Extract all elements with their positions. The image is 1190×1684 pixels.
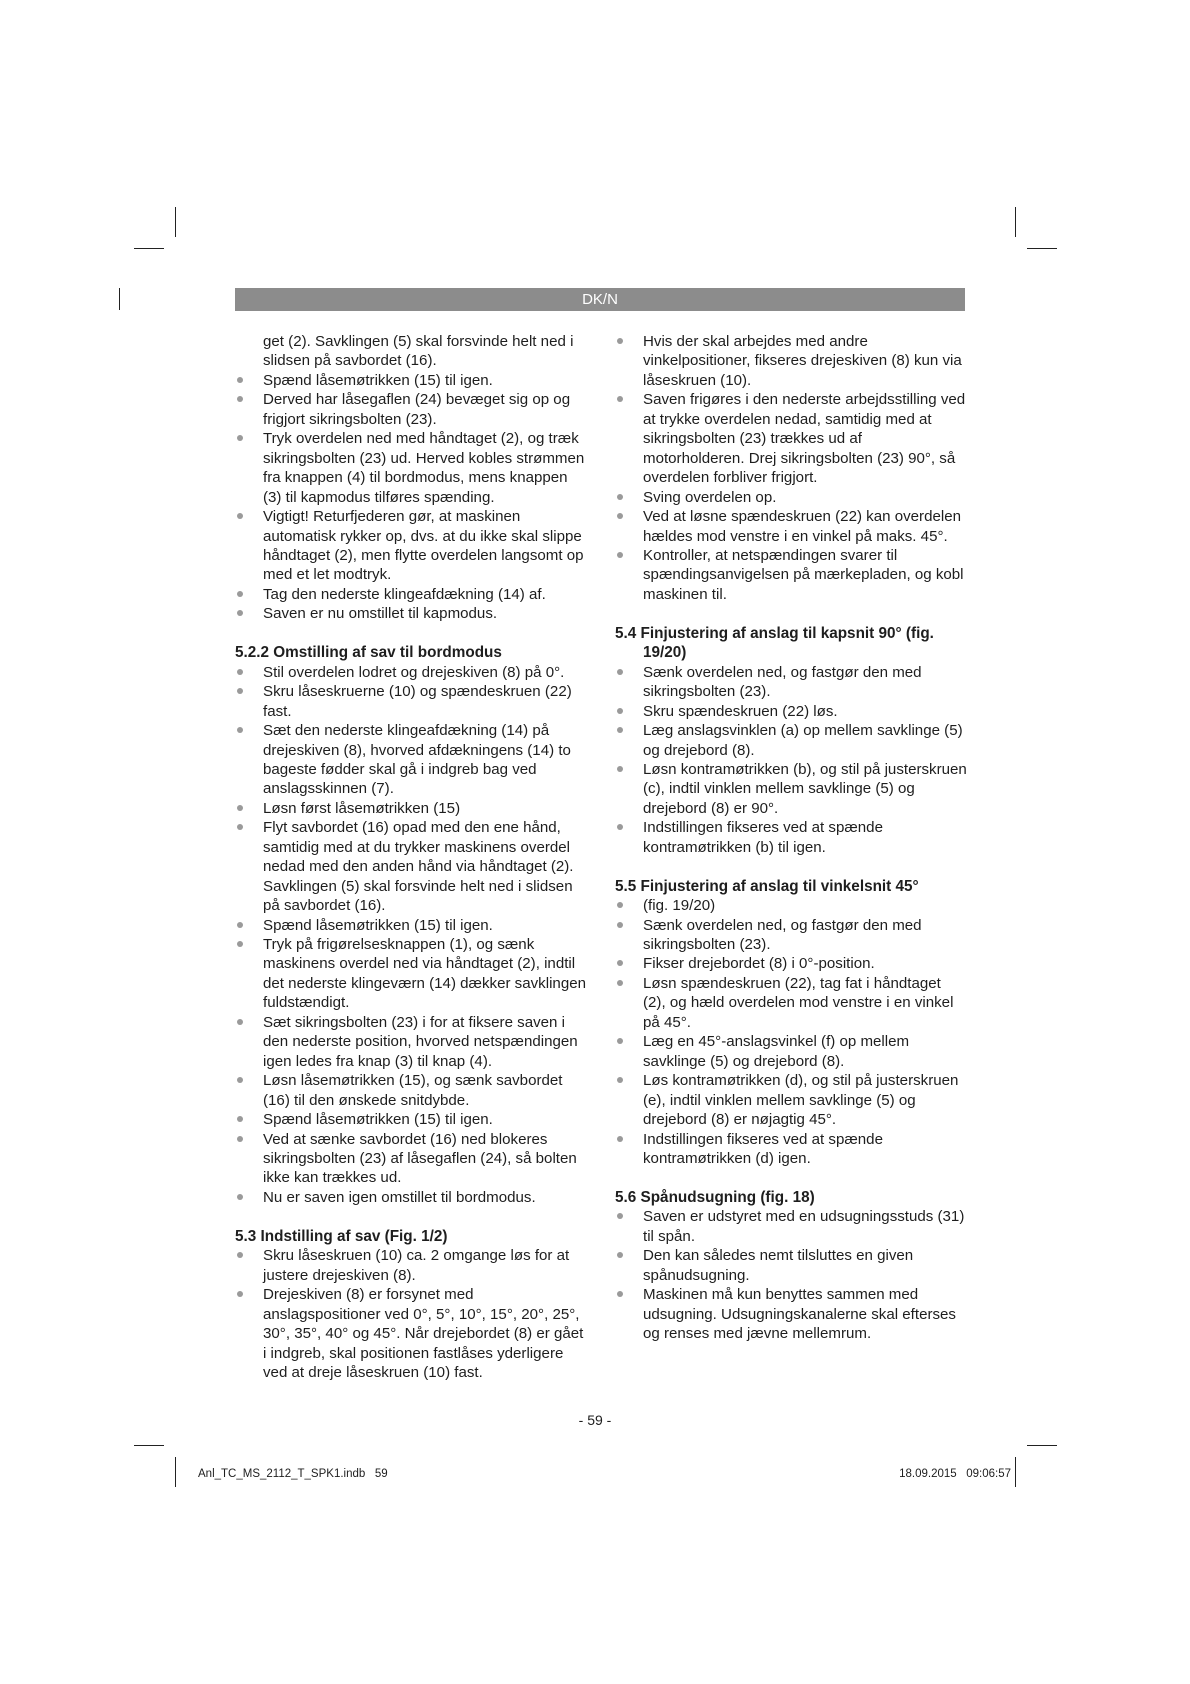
- bullet-list: [615, 896, 967, 1168]
- list-item: Sæt den nederste klingeafdækning (14) på drejeskiven (8), hvorved afdækningens (14) to bageste fødder skal gå i indgreb bag ved anslagsskinnen (7).: [235, 721, 587, 799]
- section-heading-5-3: 5.3 Indstilling af sav (Fig. 1/2): [235, 1227, 448, 1245]
- list-item: Indstillingen fikseres ved at spænde kontramøtrikken (b) til igen.: [615, 818, 967, 857]
- list-item: Derved har låsegaflen (24) bevæget sig op og frigjort sikringsbolten (23).: [235, 390, 587, 429]
- list-item: Skru låseskruerne (10) og spændeskruen (22) fast.: [235, 682, 587, 721]
- language-header-bar: [235, 288, 965, 311]
- list-item: (fig. 19/20): [615, 896, 967, 915]
- right-column: [615, 332, 967, 1344]
- list-item: Tryk på frigørelsesknappen (1), og sænk maskinens overdel ned via håndtaget (2), indtil det nederste klingeværn (14) dækker savklingen fuldstændigt.: [235, 935, 587, 1013]
- language-code: DK/N: [582, 291, 618, 308]
- crop-mark-bottom-left-horizontal: [134, 1445, 164, 1446]
- list-item: Løsn kontramøtrikken (b), og stil på justerskruen (c), indtil vinklen mellem savklinge (5) og drejebord (8) er 90°.: [615, 760, 967, 818]
- bullet-list: [615, 332, 967, 604]
- list-item: Den kan således nemt tilsluttes en given spånudsugning.: [615, 1246, 967, 1285]
- list-item: Vigtigt! Returfjederen gør, at maskinen automatisk rykker op, dvs. at du ikke skal slippe håndtaget (2), men flytte overdelen langsomt op med et let modtryk.: [235, 507, 587, 585]
- list-item: Drejeskiven (8) er forsynet med anslagspositioner ved 0°, 5°, 10°, 15°, 20°, 25°, 30°, 35°, 40° og 45°. Når drejebordet (8) er gået i indgreb, skal positionen fastlåses yderligere ved at dreje låseskruen (10) fast.: [235, 1285, 587, 1382]
- list-item: Tryk overdelen ned med håndtaget (2), og træk sikringsbolten (23) ud. Herved kobles strømmen fra knappen (4) til bordmodus, mens knappen (3) til kapmodus tilføres spænding.: [235, 429, 587, 507]
- list-item: Indstillingen fikseres ved at spænde kontramøtrikken (d) igen.: [615, 1130, 967, 1169]
- list-item: Stil overdelen lodret og drejeskiven (8) på 0°.: [235, 663, 587, 682]
- list-item: Spænd låsemøtrikken (15) til igen.: [235, 371, 587, 390]
- crop-mark-bottom-left-vertical: [175, 1457, 176, 1487]
- list-item: Sænk overdelen ned, og fastgør den med sikringsbolten (23).: [615, 916, 967, 955]
- list-item: Fikser drejebordet (8) i 0°-position.: [615, 954, 967, 973]
- bullet-list: [615, 663, 967, 858]
- list-item: Flyt savbordet (16) opad med den ene hånd, samtidig med at du trykker maskinens overdel nedad med den anden hånd via håndtaget (2). Savklingen (5) skal forsvinde helt ned i slidsen på savbordet (16).: [235, 818, 587, 915]
- list-item: Hvis der skal arbejdes med andre vinkelpositioner, fikseres drejeskiven (8) kun via låseskruen (10).: [615, 332, 967, 390]
- section-heading-5-4: 5.4 Finjustering af anslag til kapsnit 90° (fig. 19/20): [615, 624, 934, 662]
- bullet-list: [235, 371, 587, 624]
- left-column: [235, 332, 587, 1382]
- list-item: Saven er udstyret med en udsugningsstuds (31) til spån.: [615, 1207, 967, 1246]
- list-item: Spænd låsemøtrikken (15) til igen.: [235, 1110, 587, 1129]
- section-heading-5-6: 5.6 Spånudsugning (fig. 18): [615, 1188, 815, 1206]
- crop-mark-bottom-right-vertical: [1015, 1457, 1016, 1487]
- crop-mark-top-right-vertical: [1015, 207, 1016, 237]
- section-heading-5-5: 5.5 Finjustering af anslag til vinkelsnit 45°: [615, 877, 919, 895]
- list-item: Saven er nu omstillet til kapmodus.: [235, 604, 587, 623]
- list-item: Løs kontramøtrikken (d), og stil på justerskruen (e), indtil vinklen mellem savklinge (5) og drejebord (8) er nøjagtig 45°.: [615, 1071, 967, 1129]
- list-item: Ved at løsne spændeskruen (22) kan overdelen hældes mod venstre i en vinkel på maks. 45°.: [615, 507, 967, 546]
- page-number: - 59 -: [578, 1412, 612, 1428]
- section-heading-5-2-2: 5.2.2 Omstilling af sav til bordmodus: [235, 644, 502, 662]
- footer-timestamp: 18.09.2015 09:06:57: [899, 1468, 1011, 1480]
- list-item: Løsn spændeskruen (22), tag fat i håndtaget (2), og hæld overdelen mod venstre i en vinkel på 45°.: [615, 974, 967, 1032]
- list-item: Sving overdelen op.: [615, 488, 967, 507]
- bullet-list: [235, 1246, 587, 1382]
- list-item: Tag den nederste klingeafdækning (14) af.: [235, 585, 587, 604]
- list-item: Læg en 45°-anslagsvinkel (f) op mellem savklinge (5) og drejebord (8).: [615, 1032, 967, 1071]
- list-item: Skru spændeskruen (22) løs.: [615, 702, 967, 721]
- list-item: Spænd låsemøtrikken (15) til igen.: [235, 916, 587, 935]
- crop-mark-bottom-right-horizontal: [1027, 1445, 1057, 1446]
- footer-file-name: Anl_TC_MS_2112_T_SPK1.indb 59: [198, 1468, 388, 1480]
- bullet-list: [235, 663, 587, 1208]
- list-item: Saven frigøres i den nederste arbejdsstilling ved at trykke overdelen nedad, samtidig med at sikringsbolten (23) trækkes ud af motorholderen. Drej sikringsbolten (23) 90°, så overdelen forbliver frigjort.: [615, 390, 967, 487]
- crop-mark-top-left-vertical: [175, 207, 176, 237]
- list-item: Ved at sænke savbordet (16) ned blokeres sikringsbolten (23) af låsegaflen (24), så bolten ikke kan trækkes ud.: [235, 1130, 587, 1188]
- list-item: Sænk overdelen ned, og fastgør den med sikringsbolten (23).: [615, 663, 967, 702]
- continued-text: get (2). Savklingen (5) skal forsvinde helt ned i slidsen på savbordet (16).: [263, 333, 574, 370]
- crop-mark-left-middle: [119, 288, 120, 310]
- list-item: Maskinen må kun benyttes sammen med udsugning. Udsugningskanalerne skal efterses og renses med jævne mellemrum.: [615, 1285, 967, 1343]
- crop-mark-top-right-horizontal: [1027, 248, 1057, 249]
- list-item: Sæt sikringsbolten (23) i for at fiksere saven i den nederste position, hvorved netspændingen igen ledes fra knap (3) til knap (4).: [235, 1013, 587, 1071]
- list-item: Kontroller, at netspændingen svarer til spændingsanvigelsen på mærkepladen, og kobl maskinen til.: [615, 546, 967, 604]
- list-item: Løsn først låsemøtrikken (15): [235, 799, 587, 818]
- list-item: Skru låseskruen (10) ca. 2 omgange løs for at justere drejeskiven (8).: [235, 1246, 587, 1285]
- list-item: Nu er saven igen omstillet til bordmodus.: [235, 1188, 587, 1207]
- list-item: Læg anslagsvinklen (a) op mellem savklinge (5) og drejebord (8).: [615, 721, 967, 760]
- crop-mark-top-left-horizontal: [134, 248, 164, 249]
- bullet-list: [615, 1207, 967, 1343]
- list-item: Løsn låsemøtrikken (15), og sænk savbordet (16) til den ønskede snitdybde.: [235, 1071, 587, 1110]
